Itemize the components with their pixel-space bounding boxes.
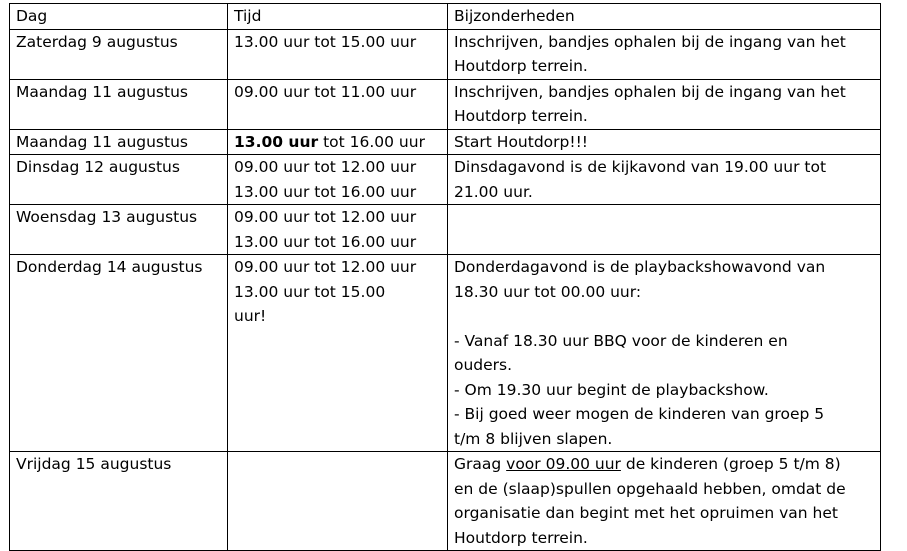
details-line (454, 452, 874, 477)
table-row (10, 29, 881, 79)
header-time: Tijd (228, 4, 448, 30)
header-day: Dag (10, 4, 228, 30)
time-cell (228, 205, 448, 255)
details-cell (448, 205, 881, 255)
bullet-line: - Om 19.30 uur begint de playbackshow. (454, 380, 769, 399)
schedule-table (9, 3, 881, 551)
bullet-line: - Vanaf 18.30 uur BBQ voor de kinderen en (454, 331, 788, 350)
bullet-line: - Bij goed weer mogen de kinderen van groep 5 (454, 405, 825, 423)
header-row (10, 4, 881, 30)
time-bold: 13.00 uur (234, 132, 319, 151)
table-row (10, 205, 881, 255)
details-cell (448, 155, 881, 205)
details-cell (448, 79, 881, 129)
details-line: Dinsdagavond is de kijkavond van 19.00 uur tot (454, 158, 827, 176)
day-cell: Donderdag 14 augustus (10, 255, 228, 452)
blank-line (454, 304, 874, 329)
time-rest: tot 16.00 uur (318, 132, 425, 151)
time-line: 09.00 uur tot 12.00 uur (234, 258, 417, 276)
time-cell (228, 29, 448, 79)
time-cell (228, 129, 448, 155)
details-line: 21.00 uur. (454, 182, 533, 201)
details-line: 18.30 uur tot 00.00 uur: (454, 282, 642, 301)
day-cell: Maandag 11 augustus (10, 79, 228, 129)
details-line: organisatie dan begint met het opruimen van het (454, 504, 838, 522)
table-row (10, 255, 881, 452)
table-row (10, 129, 881, 155)
details-line: Inschrijven, bandjes ophalen bij de ingang van het (454, 32, 846, 51)
day-cell: Zaterdag 9 augustus (10, 29, 228, 79)
time-line: 13.00 uur tot 16.00 uur (234, 232, 417, 251)
details-line: Donderdagavond is de playbackshowavond van (454, 258, 826, 276)
day-cell: Dinsdag 12 augustus (10, 155, 228, 205)
time-line: 13.00 uur tot 15.00 (234, 282, 386, 301)
time-cell (228, 452, 448, 551)
day-cell: Woensdag 13 augustus (10, 205, 228, 255)
details-cell (448, 452, 881, 551)
table-row (10, 155, 881, 205)
details-cell (448, 29, 881, 79)
time-line: uur! (234, 307, 267, 325)
time-line (234, 130, 441, 155)
time-line: 13.00 uur tot 16.00 uur (234, 182, 417, 201)
time-cell (228, 155, 448, 205)
details-prefix: Graag (454, 455, 507, 473)
details-cell (448, 129, 881, 155)
bullet-line: t/m 8 blijven slapen. (454, 429, 613, 448)
details-suffix: de kinderen (groep 5 t/m 8) (620, 455, 841, 473)
details-line: Inschrijven, bandjes ophalen bij de ingang van het (454, 82, 846, 101)
details-line: Houtdorp terrein. (454, 57, 588, 75)
bullet-line: ouders. (454, 356, 513, 374)
details-line: en de (slaap)spullen opgehaald hebben, omdat de (454, 479, 846, 498)
details-cell (448, 255, 881, 452)
time-line: 13.00 uur tot 15.00 uur (234, 32, 417, 51)
time-line: 09.00 uur tot 12.00 uur (234, 158, 417, 176)
time-line: 09.00 uur tot 11.00 uur (234, 82, 417, 101)
details-line: Houtdorp terrein. (454, 107, 588, 125)
table-row (10, 452, 881, 551)
time-cell (228, 255, 448, 452)
details-line: Houtdorp terrein. (454, 528, 588, 547)
time-cell (228, 79, 448, 129)
time-line: 09.00 uur tot 12.00 uur (234, 208, 417, 226)
header-details: Bijzonderheden (448, 4, 881, 30)
details-underlined: voor 09.00 uur (506, 455, 621, 473)
table-row (10, 79, 881, 129)
details-line: Start Houtdorp!!! (454, 132, 589, 151)
day-cell: Vrijdag 15 augustus (10, 452, 228, 551)
day-cell: Maandag 11 augustus (10, 129, 228, 155)
